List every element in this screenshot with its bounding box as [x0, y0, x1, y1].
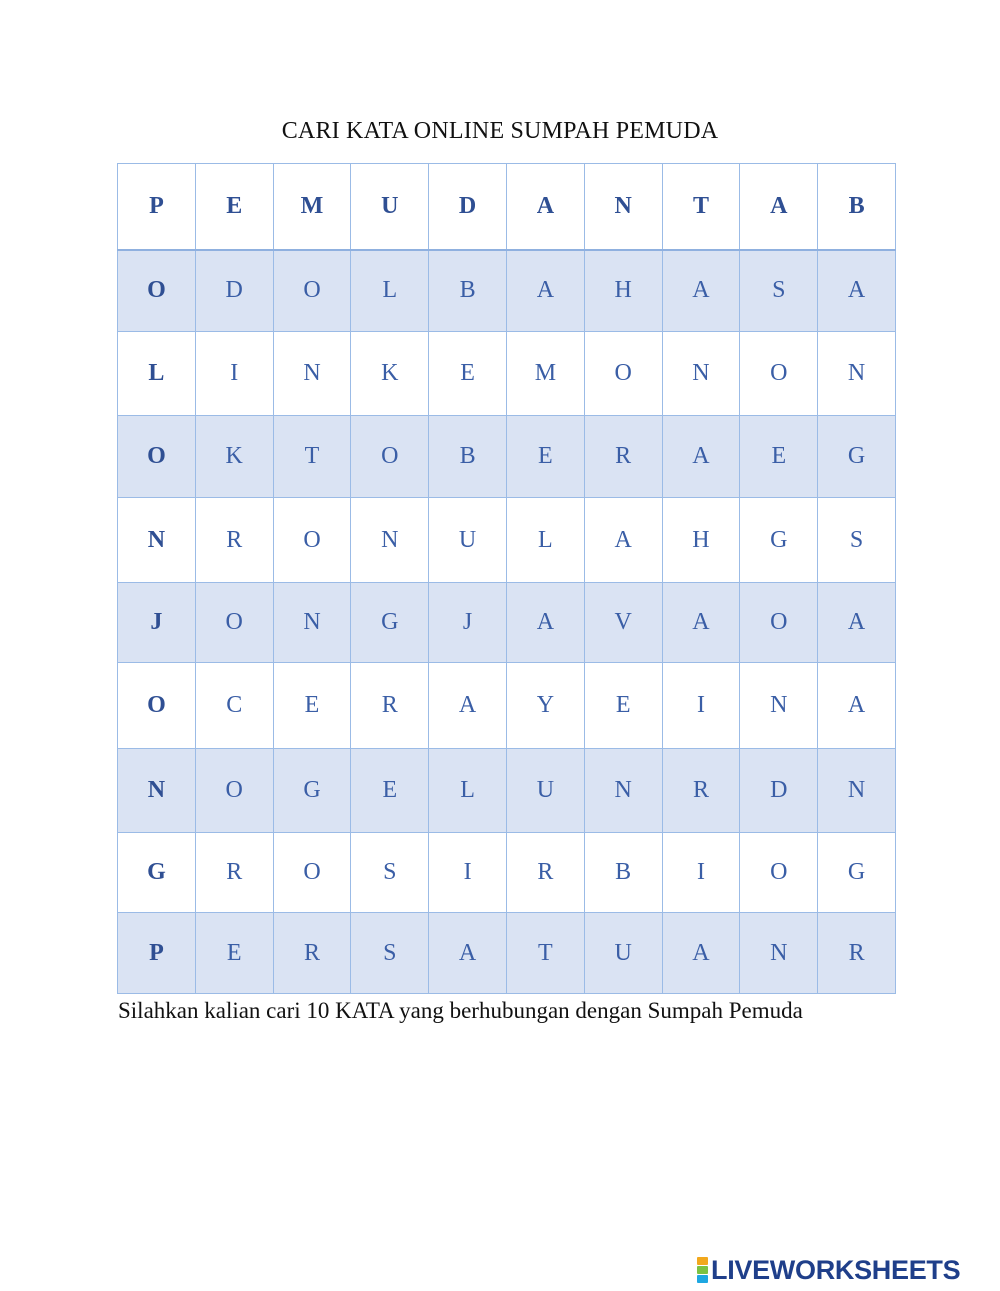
grid-cell[interactable]: I: [195, 332, 273, 416]
grid-row: [118, 749, 896, 833]
grid-cell[interactable]: N: [584, 164, 662, 250]
grid-cell[interactable]: R: [273, 913, 351, 994]
liveworksheets-logo: [697, 1253, 960, 1287]
grid-cell[interactable]: U: [429, 498, 507, 583]
grid-cell[interactable]: E: [273, 663, 351, 749]
grid-cell[interactable]: A: [662, 583, 740, 663]
liveworksheets-logo-icon: [697, 1257, 708, 1283]
grid-cell[interactable]: S: [351, 833, 429, 913]
grid-cell[interactable]: G: [818, 416, 896, 498]
grid-row: [118, 250, 896, 332]
grid-cell[interactable]: E: [740, 416, 818, 498]
grid-cell[interactable]: E: [195, 913, 273, 994]
grid-cell[interactable]: T: [662, 164, 740, 250]
grid-cell[interactable]: A: [818, 250, 896, 332]
grid-cell[interactable]: E: [506, 416, 584, 498]
grid-row: [118, 583, 896, 663]
grid-cell[interactable]: R: [351, 663, 429, 749]
grid-cell[interactable]: D: [195, 250, 273, 332]
grid-row: [118, 833, 896, 913]
grid-cell[interactable]: N: [818, 749, 896, 833]
grid-cell[interactable]: L: [429, 749, 507, 833]
grid-cell[interactable]: A: [740, 164, 818, 250]
grid-cell[interactable]: O: [273, 498, 351, 583]
grid-cell[interactable]: D: [429, 164, 507, 250]
grid-cell[interactable]: O: [118, 416, 196, 498]
grid-cell[interactable]: R: [584, 416, 662, 498]
logo-mark-block: [697, 1275, 708, 1283]
grid-cell[interactable]: I: [662, 663, 740, 749]
grid-cell[interactable]: O: [118, 250, 196, 332]
grid-cell[interactable]: R: [506, 833, 584, 913]
grid-cell[interactable]: E: [584, 663, 662, 749]
grid-row: [118, 498, 896, 583]
grid-cell[interactable]: A: [818, 663, 896, 749]
grid-cell[interactable]: N: [118, 749, 196, 833]
grid-cell[interactable]: A: [506, 250, 584, 332]
grid-cell[interactable]: N: [740, 663, 818, 749]
grid-row: [118, 416, 896, 498]
grid-row: [118, 913, 896, 994]
grid-cell[interactable]: B: [429, 416, 507, 498]
grid-cell[interactable]: N: [818, 332, 896, 416]
grid-cell[interactable]: D: [740, 749, 818, 833]
grid-row: [118, 663, 896, 749]
grid-cell[interactable]: C: [195, 663, 273, 749]
grid-cell[interactable]: G: [351, 583, 429, 663]
grid-cell[interactable]: N: [273, 332, 351, 416]
grid-cell[interactable]: A: [818, 583, 896, 663]
grid-cell[interactable]: H: [662, 498, 740, 583]
grid-cell[interactable]: P: [118, 164, 196, 250]
grid-cell[interactable]: R: [818, 913, 896, 994]
grid-cell[interactable]: I: [662, 833, 740, 913]
grid-cell[interactable]: U: [351, 164, 429, 250]
grid-cell[interactable]: O: [273, 250, 351, 332]
grid-cell[interactable]: B: [584, 833, 662, 913]
grid-cell[interactable]: I: [429, 833, 507, 913]
grid-cell[interactable]: N: [584, 749, 662, 833]
grid-cell[interactable]: E: [429, 332, 507, 416]
grid-cell[interactable]: N: [740, 913, 818, 994]
grid-cell[interactable]: S: [818, 498, 896, 583]
grid-cell[interactable]: B: [429, 250, 507, 332]
grid-cell[interactable]: S: [351, 913, 429, 994]
grid-cell[interactable]: H: [584, 250, 662, 332]
logo-mark-block: [697, 1257, 708, 1265]
grid-cell[interactable]: U: [506, 749, 584, 833]
page-title: CARI KATA ONLINE SUMPAH PEMUDA: [281, 118, 719, 144]
grid-cell[interactable]: G: [740, 498, 818, 583]
grid-cell[interactable]: O: [118, 663, 196, 749]
grid-cell[interactable]: A: [429, 913, 507, 994]
grid-cell[interactable]: O: [740, 332, 818, 416]
grid-cell[interactable]: U: [584, 913, 662, 994]
grid-cell[interactable]: E: [351, 749, 429, 833]
grid-cell[interactable]: O: [740, 583, 818, 663]
grid-cell[interactable]: J: [429, 583, 507, 663]
grid-cell[interactable]: M: [273, 164, 351, 250]
grid-cell[interactable]: A: [429, 663, 507, 749]
logo-mark-block: [697, 1266, 708, 1274]
grid-cell[interactable]: L: [351, 250, 429, 332]
grid-cell[interactable]: O: [195, 749, 273, 833]
grid-cell[interactable]: O: [740, 833, 818, 913]
grid-cell[interactable]: P: [118, 913, 196, 994]
grid-cell[interactable]: A: [506, 583, 584, 663]
grid-cell[interactable]: N: [662, 332, 740, 416]
grid-cell[interactable]: V: [584, 583, 662, 663]
grid-row: [118, 332, 896, 416]
grid-cell[interactable]: K: [195, 416, 273, 498]
grid-cell[interactable]: L: [118, 332, 196, 416]
grid-cell[interactable]: R: [662, 749, 740, 833]
grid-cell[interactable]: A: [662, 416, 740, 498]
grid-cell[interactable]: O: [273, 833, 351, 913]
grid-cell[interactable]: G: [273, 749, 351, 833]
grid-cell[interactable]: R: [195, 498, 273, 583]
grid-cell[interactable]: J: [118, 583, 196, 663]
logo-text: LIVEWORKSHEETS: [711, 1254, 961, 1285]
grid-cell[interactable]: A: [584, 498, 662, 583]
grid-cell[interactable]: B: [818, 164, 896, 250]
grid-cell[interactable]: O: [195, 583, 273, 663]
grid-row: [118, 164, 896, 250]
word-search-grid: [117, 163, 896, 994]
grid-cell[interactable]: E: [195, 164, 273, 250]
grid-cell[interactable]: O: [351, 416, 429, 498]
grid-cell[interactable]: N: [351, 498, 429, 583]
grid-cell[interactable]: G: [118, 833, 196, 913]
grid-cell[interactable]: R: [195, 833, 273, 913]
grid-cell[interactable]: O: [584, 332, 662, 416]
grid-cell[interactable]: T: [506, 913, 584, 994]
grid-cell[interactable]: A: [662, 250, 740, 332]
grid-cell[interactable]: M: [506, 332, 584, 416]
grid-cell[interactable]: K: [351, 332, 429, 416]
grid-cell[interactable]: S: [740, 250, 818, 332]
grid-cell[interactable]: T: [273, 416, 351, 498]
grid-cell[interactable]: Y: [506, 663, 584, 749]
grid-cell[interactable]: A: [662, 913, 740, 994]
grid-cell[interactable]: L: [506, 498, 584, 583]
grid-cell[interactable]: G: [818, 833, 896, 913]
grid-cell[interactable]: N: [273, 583, 351, 663]
grid-cell[interactable]: A: [506, 164, 584, 250]
instruction-text: Silahkan kalian cari 10 KATA yang berhubungan dengan Sumpah Pemuda: [118, 998, 803, 1023]
grid-cell[interactable]: N: [118, 498, 196, 583]
